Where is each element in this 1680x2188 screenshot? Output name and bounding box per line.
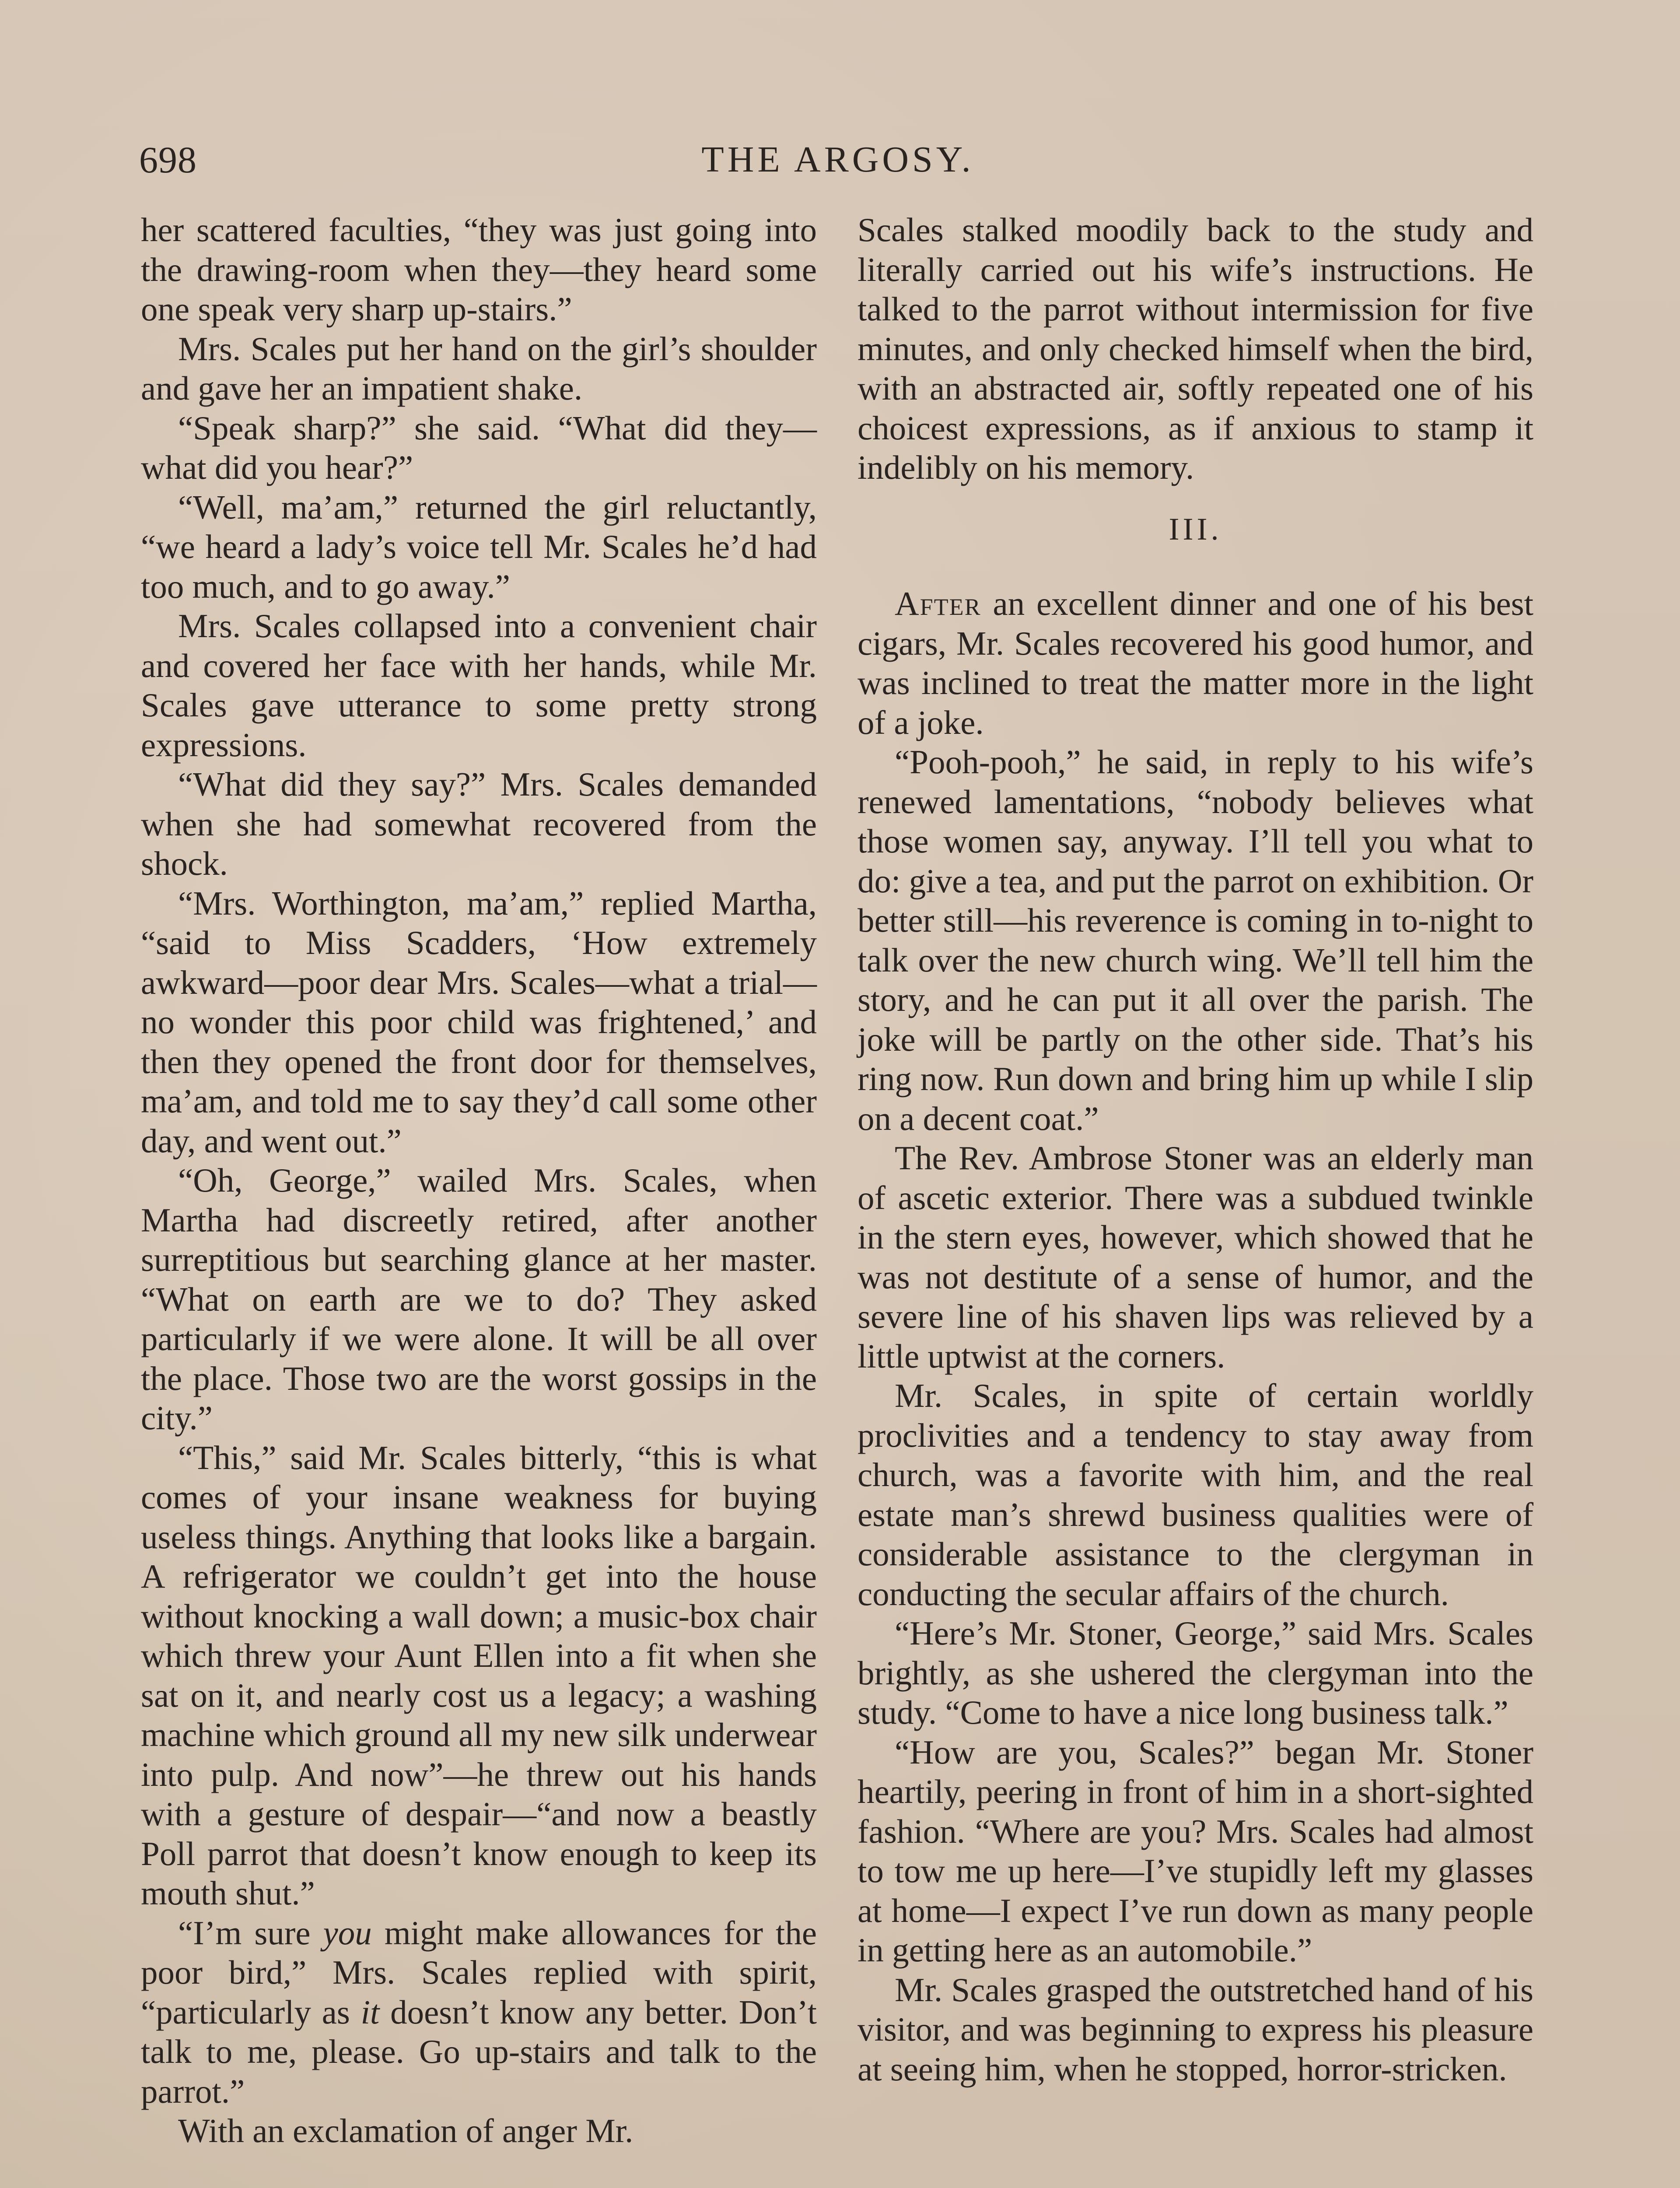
- paragraph: Mr. Scales grasped the outstretched hand of his visitor, and was beginning to express his pleasure at seeing him, when he stopped, horror-stricken.: [858, 1971, 1533, 2088]
- page-number: 698: [139, 139, 197, 181]
- paragraph: “Speak sharp?” she said. “What did they—what did you hear?”: [141, 409, 817, 486]
- paragraph: her scattered faculties, “they was just going into the drawing-room when they—they heard some one speak very sharp up-stairs.”: [141, 211, 817, 328]
- paragraph: Scales stalked moodily back to the study and literally carried out his wife’s instructions. He talked to the parrot without intermission for five minutes, and only checked himself when the bird, with an abstracted air, softly repeated one of his choicest expressions, as if anxious to stamp it indelibly on his memory.: [858, 211, 1533, 486]
- left-column: [141, 210, 817, 2151]
- text-run: “I’m sure: [178, 1914, 323, 1952]
- paragraph: Mrs. Scales put her hand on the girl’s shoulder and gave her an impatient shake.: [141, 330, 817, 407]
- paragraph: “Oh, George,” wailed Mrs. Scales, when Martha had discreetly retired, after another surreptitious but searching glance at her master. “What on earth are we to do? They asked particularly if we were alone. It will be all over the place. Those two are the worst gossips in the city.”: [141, 1161, 817, 1437]
- paragraph: “Here’s Mr. Stoner, George,” said Mrs. Scales brightly, as she ushered the clergyman into the study. “Come to have a nice long business talk.”: [858, 1614, 1533, 1731]
- paragraph: “Well, ma’am,” returned the girl reluctantly, “we heard a lady’s voice tell Mr. Scales he’d had too much, and to go away.”: [141, 488, 817, 605]
- emphasis: it: [360, 1993, 380, 2031]
- paragraph: “Pooh-pooh,” he said, in reply to his wife’s renewed lamentations, “nobody believes what those women say, anyway. I’ll tell you what to do: give a tea, and put the parrot on exhibition. Or better still—his reverence is coming in to-night to talk over the new church wing. We’ll tell him the story, and he can put it all over the parish. The joke will be partly on the other side. That’s his ring now. Run down and bring him up while I slip on a decent coat.”: [858, 743, 1533, 1137]
- paragraph: Mr. Scales, in spite of certain worldly proclivities and a tendency to stay away from church, was a favorite with him, and the real estate man’s shrewd business qualities were of considerable assistance to the clergyman in conducting the secular affairs of the church.: [858, 1377, 1533, 1613]
- paragraph: “Mrs. Worthington, ma’am,” replied Martha, “said to Miss Scadders, ‘How extremely awkward—poor dear Mrs. Scales—what a trial—no wonder this poor child was frightened,’ and then they opened the front door for themselves, ma’am, and told me to say they’d call some other day, and went out.”: [141, 884, 817, 1160]
- paragraph: [141, 1913, 817, 2111]
- text-run: an excellent dinner and one of his best cigars, Mr. Scales recovered his good humor, and was inclined to treat the matter more in the light of a joke.: [858, 585, 1533, 741]
- paragraph: [858, 584, 1533, 742]
- right-column: [858, 210, 1533, 2089]
- running-head: THE ARGOSY.: [701, 139, 974, 180]
- paragraph: “What did they say?” Mrs. Scales demanded when she had somewhat recovered from the shock.: [141, 765, 817, 882]
- text-run: doesn’t know any better. Don’t talk to me, please. Go up-stairs and talk to the parrot.”: [141, 1993, 817, 2110]
- lead-word: After: [895, 585, 981, 622]
- section-number: III.: [1169, 511, 1222, 547]
- text-run: might make allowances for the poor bird,” Mrs. Scales replied with spirit, “particularly as: [141, 1914, 817, 2031]
- paragraph: The Rev. Ambrose Stoner was an elderly man of ascetic exterior. There was a subdued twinkle in the stern eyes, however, which showed that he was not destitute of a sense of humor, and the severe line of his shaven lips was relieved by a little uptwist at the corners.: [858, 1139, 1533, 1375]
- paragraph: “How are you, Scales?” began Mr. Stoner heartily, peering in front of him in a short-sighted fashion. “Where are you? Mrs. Scales had almost to tow me up here—I’ve stupidly left my glasses at home—I expect I’ve run down as many people in getting here as an automobile.”: [858, 1733, 1533, 1969]
- page-header: [139, 131, 1536, 188]
- paragraph: With an exclamation of anger Mr.: [178, 2112, 634, 2149]
- paragraph: Mrs. Scales collapsed into a convenient chair and covered her face with her hands, while Mr. Scales gave utterance to some pretty strong expressions.: [141, 607, 817, 764]
- emphasis: you: [323, 1914, 372, 1952]
- paragraph: “This,” said Mr. Scales bitterly, “this is what comes of your insane weakness for buying useless things. Anything that looks like a bargain. A refrigerator we couldn’t get into the house without knocking a wall down; a music-box chair which threw your Aunt Ellen into a fit when she sat on it, and nearly cost us a legacy; a washing machine which ground all my new silk underwear into pulp. And now”—he threw out his hands with a gesture of despair—“and now a beastly Poll parrot that doesn’t know enough to keep its mouth shut.”: [141, 1438, 817, 1912]
